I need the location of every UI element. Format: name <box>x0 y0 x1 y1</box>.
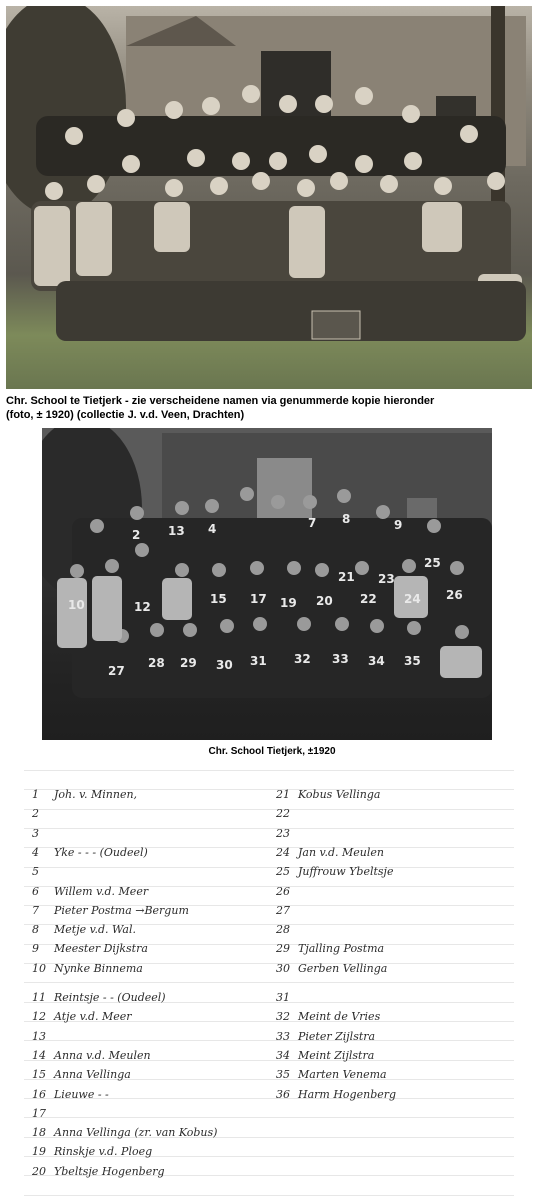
list-number: 1 <box>32 788 39 801</box>
list-number: 17 <box>32 1106 46 1120</box>
list-number: 13 <box>32 1029 46 1043</box>
person-name: Harm Hogenberg <box>298 1087 397 1101</box>
photo-number-label: 31 <box>250 654 267 668</box>
photo-number-label: 20 <box>316 594 333 608</box>
ruled-line <box>24 828 514 829</box>
numbered-photo-illustration <box>42 428 492 740</box>
ruled-line <box>24 770 514 771</box>
photo-number-label: 19 <box>280 596 297 610</box>
list-number: 23 <box>276 826 290 840</box>
person-name: Tjalling Postma <box>298 942 385 956</box>
list-number: 26 <box>276 884 290 898</box>
photo-number-label: 10 <box>68 598 85 612</box>
name-list-item <box>32 865 54 878</box>
photo-number-label: 35 <box>404 654 421 668</box>
photo-number-label: 22 <box>360 592 377 606</box>
person-name: Lieuwe - - <box>54 1087 109 1101</box>
name-list-item <box>276 1030 375 1043</box>
person-name: Anna v.d. Meulen <box>54 1048 151 1062</box>
photo-number-label: 30 <box>216 658 233 672</box>
person-name: Juffrouw Ybeltsje <box>298 865 394 879</box>
list-number: 6 <box>32 884 39 898</box>
ruled-line <box>24 1040 514 1041</box>
photo-number-label: 21 <box>338 570 355 584</box>
name-list-item <box>276 1049 374 1062</box>
photo-number-label: 2 <box>132 528 141 542</box>
list-number: 16 <box>32 1087 46 1101</box>
list-number: 12 <box>32 1010 46 1024</box>
name-list-item <box>32 991 166 1004</box>
list-number: 35 <box>276 1068 290 1082</box>
list-number: 21 <box>276 788 290 801</box>
person-name: Pieter Postma →Bergum <box>54 903 189 917</box>
name-list-item <box>32 885 148 898</box>
list-number: 24 <box>276 845 290 859</box>
photo-number-label: 27 <box>108 664 125 678</box>
name-list-item <box>32 846 148 859</box>
ruled-line <box>24 1117 514 1118</box>
list-number: 11 <box>32 991 46 1004</box>
photo-number-label: 12 <box>134 600 151 614</box>
name-list-item <box>276 865 393 878</box>
list-number: 20 <box>32 1164 46 1178</box>
name-list-item <box>32 1010 132 1023</box>
list-number: 25 <box>276 865 290 879</box>
photo-number-label: 8 <box>342 512 351 526</box>
name-list-item <box>32 923 136 936</box>
name-list-item <box>32 1165 165 1178</box>
person-name: Reintsje - - (Oudeel) <box>54 991 166 1004</box>
name-list-item <box>32 1145 152 1158</box>
name-list-item <box>276 991 298 1004</box>
person-name: Ybeltsje Hogenberg <box>54 1164 165 1178</box>
photo-number-label: 23 <box>378 572 395 586</box>
person-name: Kobus Vellinga <box>298 788 381 801</box>
list-number: 28 <box>276 923 290 937</box>
photo-caption <box>6 394 536 422</box>
list-number: 8 <box>32 923 39 937</box>
list-number: 15 <box>32 1068 46 1082</box>
name-list-item <box>32 827 54 840</box>
list-number: 30 <box>276 961 290 975</box>
list-number: 2 <box>32 807 39 821</box>
name-list-item <box>276 923 298 936</box>
name-list-item <box>276 885 298 898</box>
person-name: Gerben Vellinga <box>298 961 388 975</box>
person-name: Marten Venema <box>298 1068 387 1082</box>
name-list-item <box>32 904 189 917</box>
person-name: Anna Vellinga <box>54 1068 131 1082</box>
name-list-item <box>276 962 387 975</box>
photo-number-label: 7 <box>308 516 317 530</box>
ruled-line <box>24 982 514 983</box>
person-name: Meint de Vries <box>298 1010 381 1024</box>
list-number: 31 <box>276 991 290 1004</box>
photo-number-label: 4 <box>208 522 217 536</box>
numbered-photo-caption: Chr. School Tietjerk, ±1920 <box>208 746 336 757</box>
photo-number-label: 17 <box>250 592 267 606</box>
photo-number-label: 34 <box>368 654 385 668</box>
name-list-item <box>32 1126 217 1139</box>
person-name: Atje v.d. Meer <box>54 1010 132 1024</box>
person-name: Anna Vellinga (zr. van Kobus) <box>54 1126 218 1140</box>
name-list-sheet <box>24 762 514 1198</box>
person-name: Joh. v. Minnen, <box>54 788 138 801</box>
caption-line-2: (foto, ± 1920) (collectie J. v.d. Veen, Drachten) <box>6 409 245 421</box>
photo-number-label: 33 <box>332 652 349 666</box>
photo-number-label: 9 <box>394 518 403 532</box>
list-number: 10 <box>32 961 46 975</box>
person-name: Nynke Binnema <box>54 961 143 975</box>
person-name: Pieter Zijlstra <box>298 1029 376 1043</box>
name-list-item <box>32 788 137 801</box>
name-list-item <box>276 1010 380 1023</box>
person-name: Rinskje v.d. Ploeg <box>54 1145 153 1159</box>
name-list-item <box>32 1068 131 1081</box>
name-list-item <box>276 827 298 840</box>
name-list-item <box>32 1049 151 1062</box>
name-list-item <box>276 1088 396 1101</box>
name-list-item <box>276 904 298 917</box>
list-number: 33 <box>276 1029 290 1043</box>
list-number: 32 <box>276 1010 290 1024</box>
list-number: 36 <box>276 1087 290 1101</box>
person-name: Metje v.d. Wal. <box>54 923 136 937</box>
class-photo-illustration <box>6 6 532 389</box>
name-list-item <box>32 1088 109 1101</box>
photo-number-label: 13 <box>168 524 185 538</box>
name-list-item <box>32 1030 54 1043</box>
list-number: 18 <box>32 1126 46 1140</box>
person-name: Willem v.d. Meer <box>54 884 149 898</box>
name-list-item <box>32 962 143 975</box>
list-number: 14 <box>32 1048 46 1062</box>
photo-number-label: 15 <box>210 592 227 606</box>
photo-number-label: 28 <box>148 656 165 670</box>
name-list-item <box>32 807 54 820</box>
name-list-item <box>276 942 384 955</box>
photo-number-label: 29 <box>180 656 197 670</box>
list-number: 34 <box>276 1048 290 1062</box>
person-name: Yke - - - (Oudeel) <box>54 845 148 859</box>
name-list-item <box>276 846 384 859</box>
ruled-line <box>24 809 514 810</box>
photo-number-label: 25 <box>424 556 441 570</box>
class-photo <box>6 6 532 389</box>
list-number: 22 <box>276 807 290 821</box>
ruled-line <box>24 867 514 868</box>
name-list-item <box>32 942 148 955</box>
photo-number-label: 32 <box>294 652 311 666</box>
list-number: 27 <box>276 903 290 917</box>
ruled-line <box>24 1195 514 1196</box>
list-number: 29 <box>276 942 290 956</box>
list-number: 7 <box>32 903 39 917</box>
list-number: 3 <box>32 826 39 840</box>
list-number: 5 <box>32 865 39 879</box>
name-list-item <box>276 1068 387 1081</box>
numbered-class-photo <box>42 428 492 740</box>
name-list-item <box>32 1107 54 1120</box>
list-number: 9 <box>32 942 39 956</box>
name-list-item <box>276 807 298 820</box>
person-name: Jan v.d. Meulen <box>298 845 384 859</box>
person-name: Meester Dijkstra <box>54 942 148 956</box>
caption-line-1: Chr. School te Tietjerk - zie verscheidene namen via genummerde kopie hieronder <box>6 395 435 407</box>
person-name: Meint Zijlstra <box>298 1048 375 1062</box>
list-number: 4 <box>32 845 39 859</box>
list-number: 19 <box>32 1145 46 1159</box>
name-list-item <box>276 788 381 801</box>
photo-number-label: 26 <box>446 588 463 602</box>
photo-number-label: 24 <box>404 592 421 606</box>
